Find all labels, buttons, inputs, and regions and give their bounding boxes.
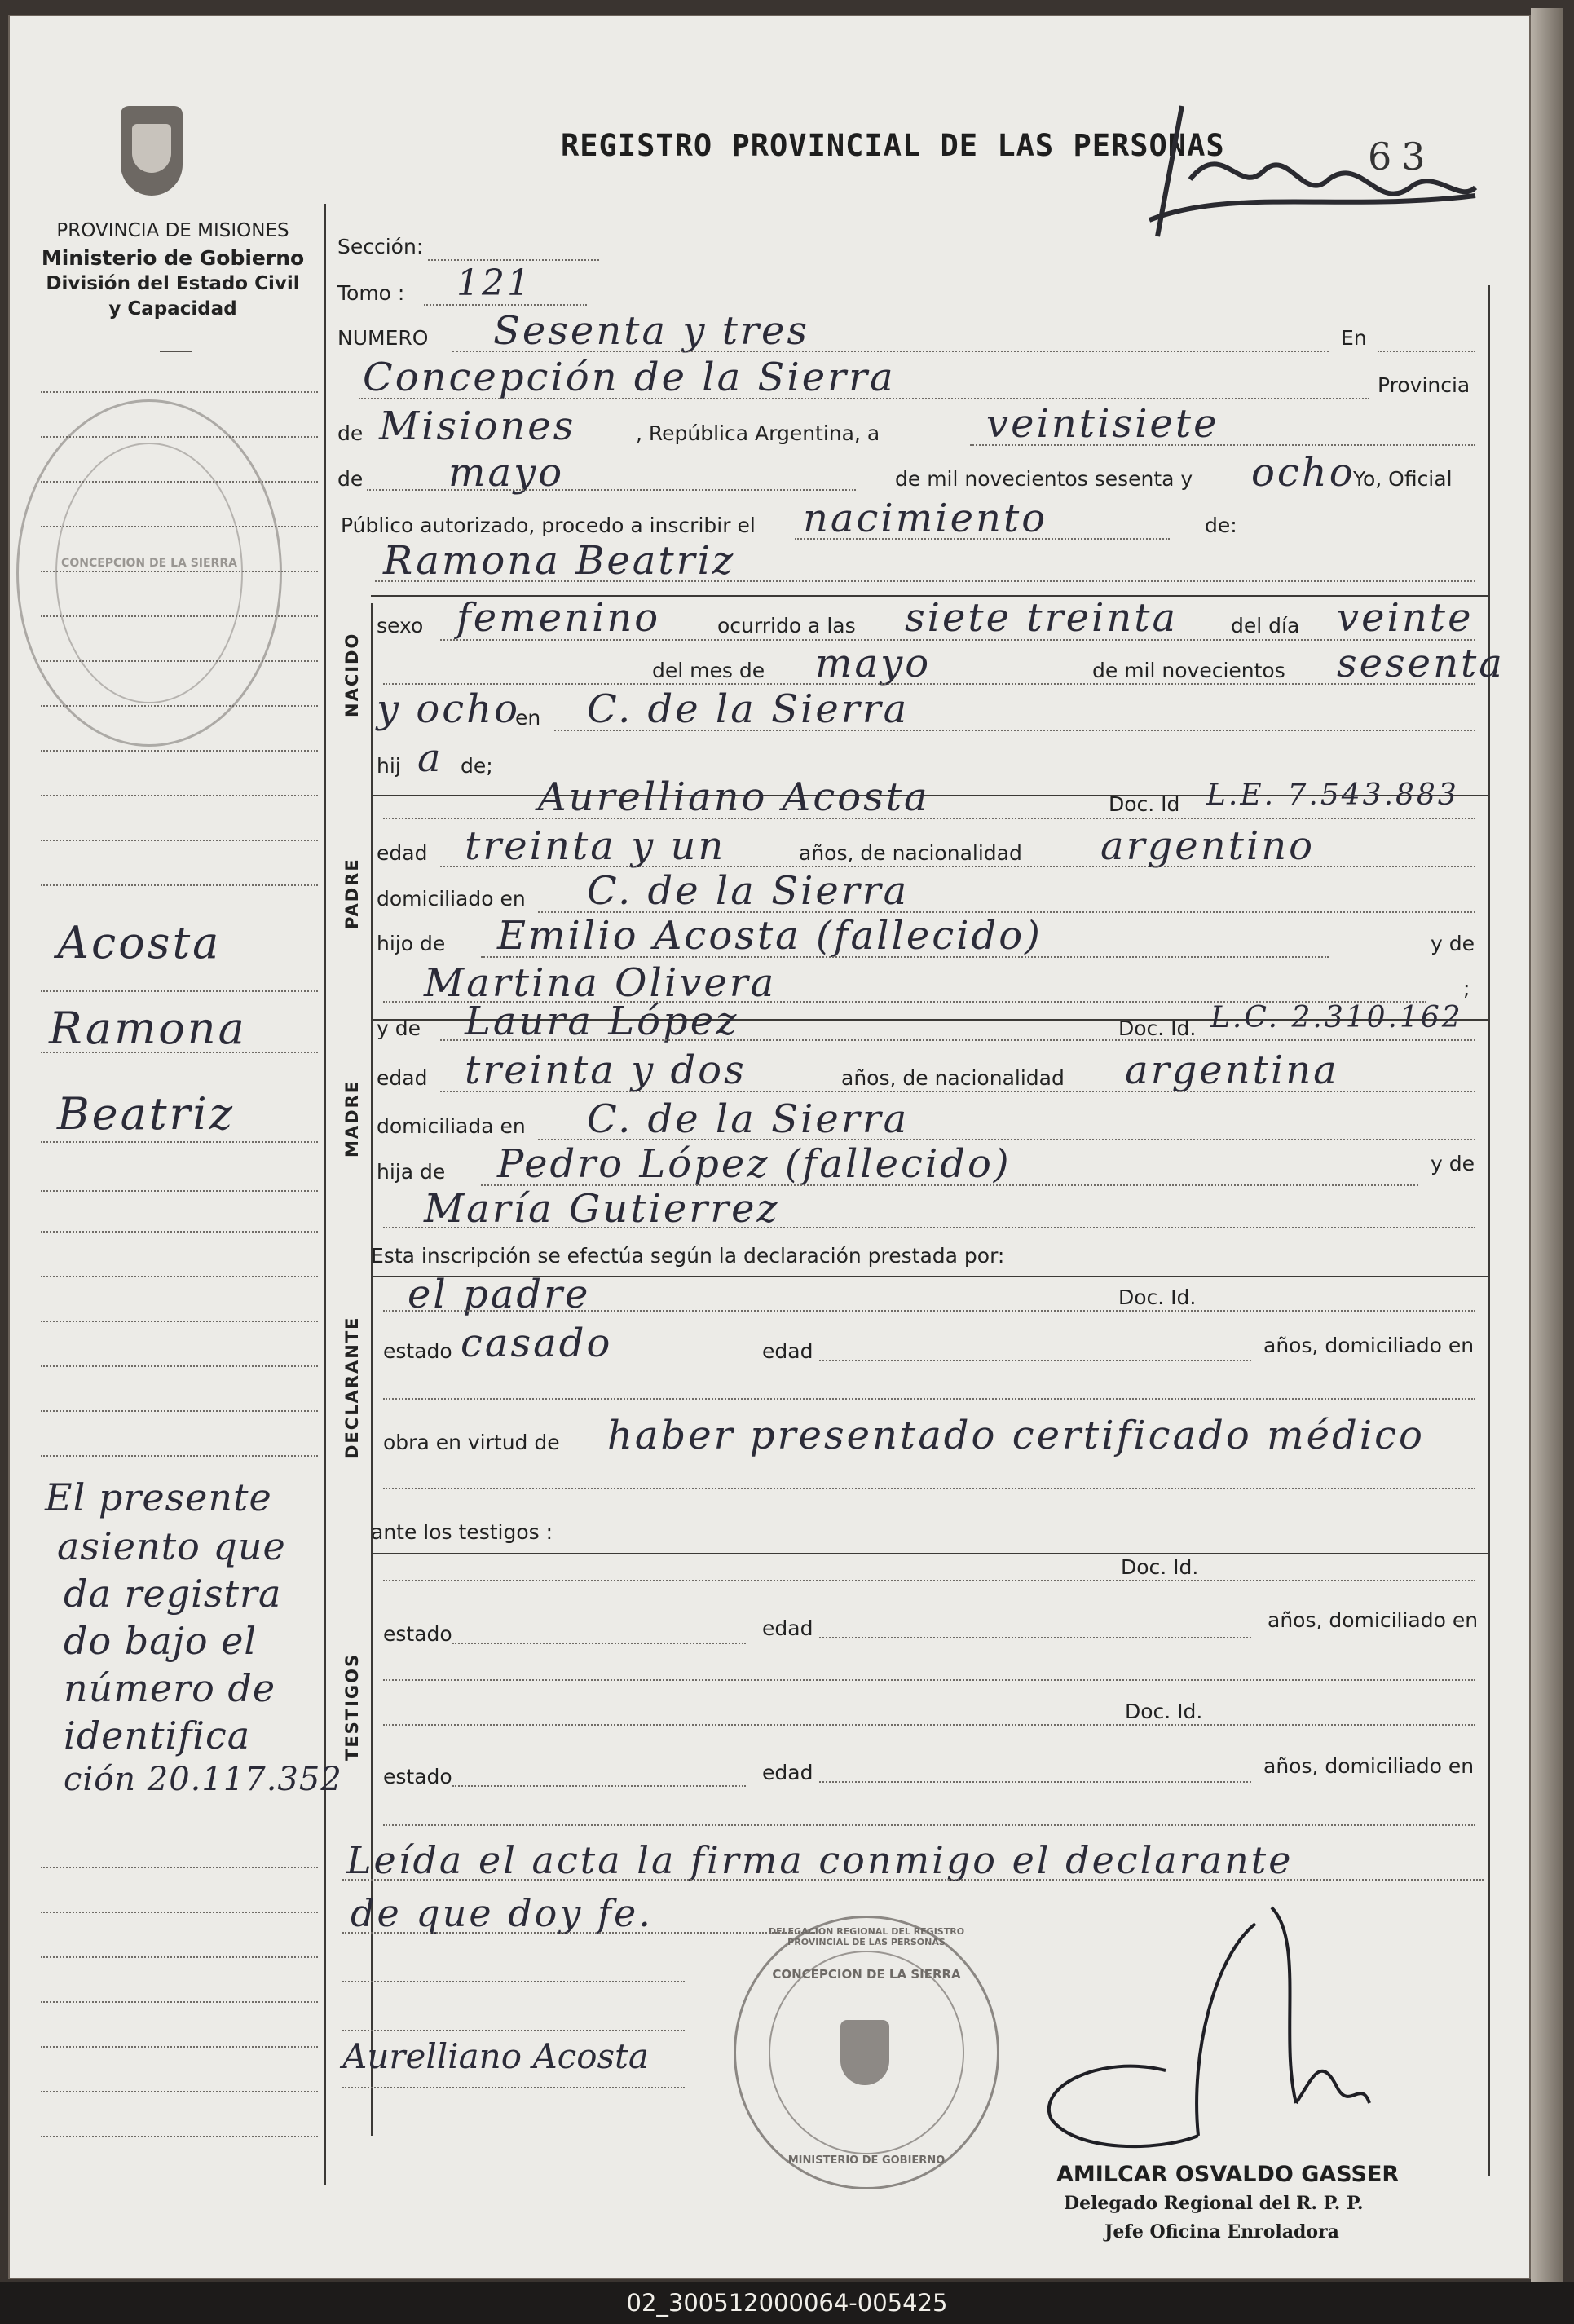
footer-image-id: 02_300512000064-005425 [626,2289,948,2317]
testigo2-edad-label: edad [762,1761,813,1784]
left-margin-stamp [16,399,282,747]
declarante-section-label: DECLARANTE [342,1316,362,1459]
hora-value: siete treinta [905,595,1179,641]
padre-padre-value: Emilio Acosta (fallecido) [497,913,1043,959]
officer-signature [1027,1891,1386,2160]
margin-name-line3: Beatriz [57,1088,236,1140]
margin-note-line4: do bajo el [64,1619,258,1663]
padre-section-label: PADRE [342,858,362,929]
lugar-value: C. de la Sierra [587,686,910,732]
obra-line [383,1488,1475,1489]
sexo-line [440,639,1475,641]
testigos-top-rule [371,1553,1488,1554]
closing-line3-rule [342,1981,685,1982]
act-value: nacimiento [803,496,1048,541]
seccion-line [428,259,599,261]
month-value: mayo [448,450,565,496]
stamp-inner-text: CONCEPCION DE LA SIERRA [772,1967,961,1982]
testigo1-edad-label: edad [762,1616,813,1640]
madre-edad-value: treinta y dos [465,1047,747,1093]
testigo1-estado-label: estado [383,1622,452,1646]
provincial-seal [121,106,183,196]
margin-note-line2: asiento que [57,1524,286,1568]
margin-name-line1: Acosta [57,917,222,968]
numero-value: Sesenta y tres [493,308,810,354]
place-value: Concepción de la Sierra [363,355,896,400]
padre-doc-label: Doc. Id [1109,792,1180,816]
seccion-label: Sección: [337,235,424,258]
hij-label: hij [377,754,401,778]
numero-label: NUMERO [337,326,429,350]
madre-madre-value: María Gutierrez [424,1186,780,1232]
tomo-label: Tomo : [337,281,405,305]
margin-note-line3: da registra [64,1572,282,1616]
ministry-underline [160,351,192,352]
padre-domiciliado-label: domiciliado en [377,887,526,911]
anio-value-2: y ocho [377,686,520,732]
officer-title2: Jefe Oficina Enroladora [1104,2221,1339,2242]
padre-hijo-de-label: hijo de [377,932,446,955]
en-line [1378,351,1475,352]
sexo-label: sexo [377,614,424,637]
republica-label: , República Argentina, a [636,421,880,445]
mes-value: mayo [815,641,932,686]
tomo-line [424,304,587,306]
day-line [970,444,1475,446]
numero-line [452,351,1329,352]
del-mes-label: del mes de [652,659,765,682]
madre-madre-line [383,1227,1475,1228]
testigo1-domicilio-line [383,1679,1475,1681]
declarante-value: el padre [408,1272,591,1317]
yo-label: Yo, Oficial [1353,467,1453,491]
closing-line2-rule [342,1932,815,1934]
del-dia-label: del día [1231,614,1300,637]
madre-domicilio-line [538,1139,1475,1140]
madre-section-label: MADRE [342,1079,362,1158]
closing-line1: Leída el acta la firma conmigo el declarante [346,1838,1294,1882]
officer-name: AMILCAR OSVALDO GASSER [1056,2162,1400,2187]
stamp-outer-text: DELEGACION REGIONAL DEL REGISTRO PROVINCIAL DE LAS PERSONAS [768,1926,965,1947]
province-value: Misiones [379,404,576,449]
obra-label: obra en virtud de [383,1431,560,1454]
name-value: Ramona Beatriz [383,538,736,584]
madre-y-de-label: y de [377,1016,421,1040]
division-line1: División del Estado Civil [46,273,300,294]
page-number: 63 [1368,135,1435,179]
left-stamp-text: CONCEPCION DE LA SIERRA [61,557,237,570]
day-value: veintisiete [986,401,1219,447]
padre-nacionalidad-value: argentino [1100,823,1316,869]
padre-edad-value: treinta y un [465,823,726,869]
margin-note-line7: ción 20.117.352 [64,1761,342,1798]
act-line [795,538,1170,540]
madre-hija-de-label: hija de [377,1160,446,1184]
declarante-edad-label: edad [762,1339,813,1363]
margin-note-line5: número de [64,1666,276,1710]
testigo2-domicilio-line [383,1824,1475,1826]
margin-name-line2: Ramona [49,1003,247,1054]
de3-label: de: [1205,514,1237,537]
testigo1-anios-label: años, domiciliado en [1268,1608,1479,1632]
left-margin-rule [324,204,326,2185]
declarante-anios-label: años, domiciliado en [1263,1334,1475,1357]
month-line [367,489,856,491]
declarante-domicilio-line [383,1398,1475,1400]
place-line [359,398,1369,399]
right-border-rule [1488,285,1490,2176]
closing-line4-rule [342,2030,685,2031]
testigo2-anios-label: años, domiciliado en [1263,1754,1475,1778]
stamp-lower-text: MINISTERIO DE GOBIERNO [787,2154,946,2167]
madre-edad-line [440,1091,1475,1092]
division-line2: y Capacidad [108,298,237,320]
padre-y-de-label: y de [1431,932,1475,955]
en-label: En [1341,326,1367,350]
publico-label: Público autorizado, procedo a inscribir el [341,514,756,537]
testigo2-name-line [383,1724,1475,1726]
testigo1-edad-line [819,1637,1251,1638]
mes-line [383,683,1475,685]
testigo1-doc-label: Doc. Id. [1121,1555,1199,1579]
province-name: PROVINCIA DE MISIONES [56,220,289,241]
madre-name-line [440,1039,1475,1041]
testigo2-edad-line [819,1781,1251,1783]
testigo2-estado-line [452,1785,746,1787]
dia-value: veinte [1337,595,1474,641]
mil-label: de mil novecientos [1092,659,1285,682]
padre-nacionalidad-label: años, de nacionalidad [799,841,1022,865]
madre-domicilio-value: C. de la Sierra [587,1096,910,1142]
page-edge [1531,8,1563,2282]
margin-note-line1: El presente [45,1475,272,1519]
top-right-signature [1133,90,1492,277]
anio-value-1: sesenta [1337,641,1505,686]
declarante-line [383,1310,1475,1312]
padre-doc-value: L.E. 7.543.883 [1206,778,1459,812]
testigo1-estado-line [452,1643,746,1644]
madre-y-de2-label: y de [1431,1152,1475,1175]
testigo2-doc-label: Doc. Id. [1125,1700,1203,1723]
closing-line5-rule [342,2087,685,2088]
madre-edad-label: edad [377,1066,428,1090]
padre-semicolon: ; [1463,977,1470,1000]
ministry-name: Ministerio de Gobierno [41,246,305,270]
provincia-label: Provincia [1378,373,1470,397]
lugar-line [554,730,1475,731]
madre-nacionalidad-value: argentina [1125,1047,1339,1093]
testigos-intro-label: ante los testigos : [371,1520,553,1544]
padre-domicilio-value: C. de la Sierra [587,868,910,914]
officer-title1: Delegado Regional del R. P. P. [1064,2193,1364,2214]
year-label: de mil novecientos sesenta y [895,467,1193,491]
closing-line2: de que doy fe. [351,1891,653,1935]
madre-doc-label: Doc. Id. [1118,1016,1197,1040]
obra-value: haber presentado certificado médico [607,1413,1425,1458]
declarante-intro-label: Esta inscripción se efectúa según la declaración prestada por: [371,1244,1005,1268]
testigos-section-label: TESTIGOS [342,1652,362,1761]
padre-madre-value: Martina Olivera [424,960,777,1006]
declarante-edad-line [819,1360,1251,1361]
ocurrido-label: ocurrido a las [717,614,856,637]
madre-doc-value: L.C. 2.310.162 [1210,1001,1463,1034]
declarante-estado-value: casado [461,1321,613,1366]
testigo2-estado-label: estado [383,1765,452,1788]
seal-shield-icon [132,124,171,173]
declarante-estado-label: estado [383,1339,452,1363]
testigo1-name-line [383,1580,1475,1581]
name-line [375,580,1475,582]
nacido-section-label: NACIDO [342,632,362,717]
sexo-value: femenino [456,595,661,641]
madre-name-value: Laura López [465,999,739,1044]
de2-label: de [337,467,364,491]
declarante-doc-label: Doc. Id. [1118,1285,1197,1309]
closing-line1-rule [342,1879,1484,1881]
hij-de-label: de; [461,754,493,778]
stamp-shield-icon [840,2020,889,2085]
margin-note-line6: identifica [64,1713,251,1757]
padre-edad-label: edad [377,841,428,865]
padre-name-value: Aurelliano Acosta [538,774,930,820]
official-stamp [734,1916,999,2189]
declarant-signature: Aurelliano Acosta [342,2036,649,2076]
de-label: de [337,421,364,445]
nacido-en-label: en [515,706,541,730]
madre-nacionalidad-label: años, de nacionalidad [841,1066,1065,1090]
page-title: REGISTRO PROVINCIAL DE LAS PERSONAS [561,128,1225,163]
padre-padre-line [481,956,1329,958]
padre-name-line [383,818,1475,819]
year-value: ocho [1251,450,1356,496]
madre-domiciliada-label: domiciliada en [377,1114,526,1138]
hij-value: a [417,735,443,781]
tomo-value: 121 [456,262,532,304]
madre-padre-value: Pedro López (fallecido) [497,1141,1012,1187]
padre-edad-line [440,866,1475,867]
